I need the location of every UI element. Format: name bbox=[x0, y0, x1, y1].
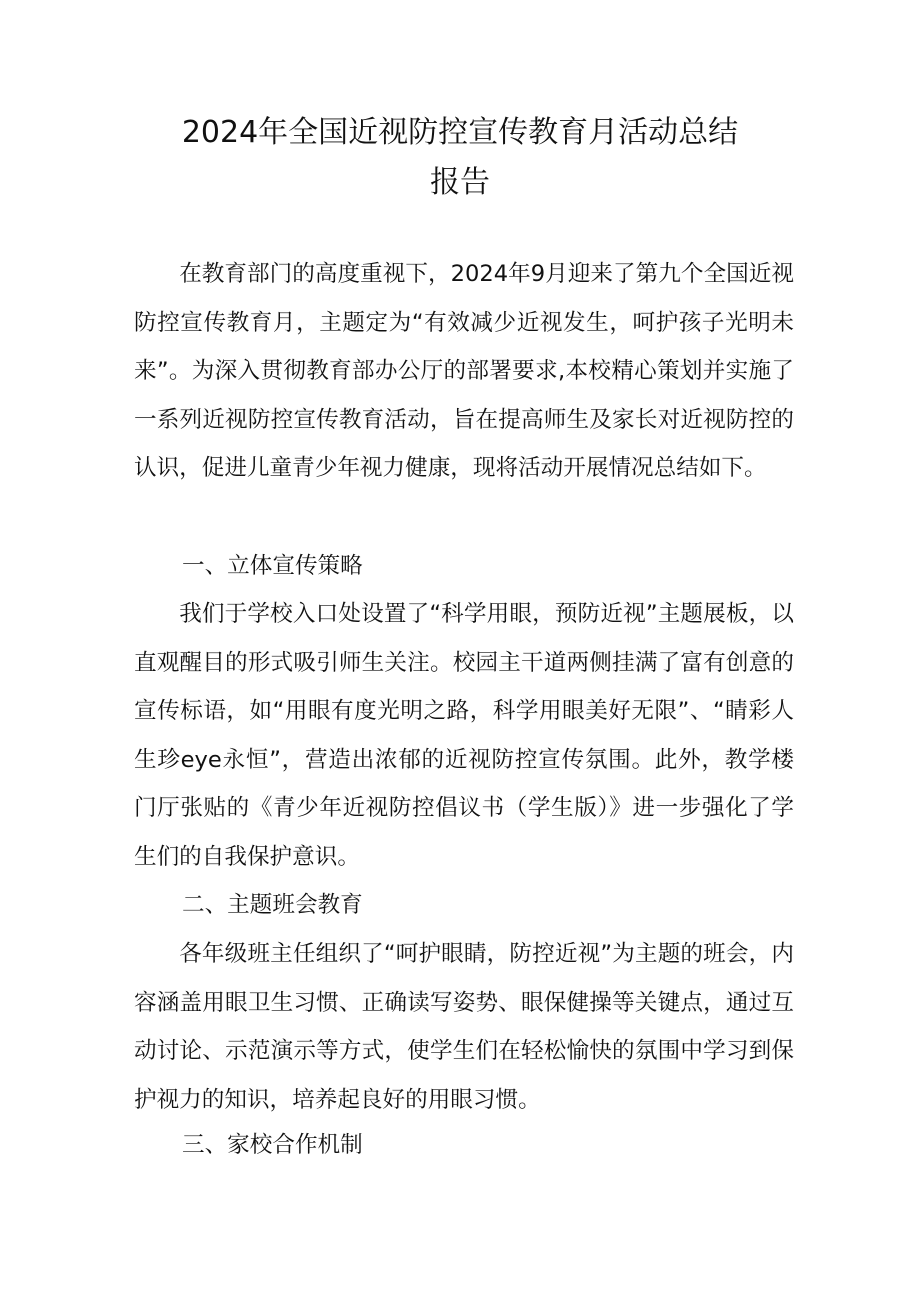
section-heading-class-meeting: 二、主题班会教育 bbox=[182, 892, 363, 918]
section-heading-home-school: 三、家校合作机制 bbox=[182, 1132, 363, 1158]
publicity-paragraph: 我们于学校入口处设置了“科学用眼，预防近视”主题展板，以直观醒目的形式吸引师生关注。校园主干道两侧挂满了富有创意的宣传标语，如“用眼有度光明之路，科学用眼美好无限”、“睛彩人生珍eye永恒”，营造出浓郁的近视防控宣传氛围。此外，教学楼门厅张贴的《青少年近视防控倡议书（学生版）》进一步强化了学生们的自我保护意识。 bbox=[134, 601, 794, 870]
title-line-1: 2024年全国近视防控宣传教育月活动总结 bbox=[181, 115, 739, 150]
intro-paragraph: 在教育部门的高度重视下，2024年9月迎来了第九个全国近视防控宣传教育月，主题定为“有效减少近视发生，呵护孩子光明未来”。为深入贯彻教育部办公厅的部署要求,本校精心策划并实施了一系列近视防控宣传教育活动，旨在提高师生及家长对近视防控的认识，促进儿童青少年视力健康，现将活动开展情况总结如下。 bbox=[134, 261, 794, 481]
document-title bbox=[120, 108, 800, 208]
section-heading-publicity: 一、立体宣传策略 bbox=[182, 553, 363, 579]
class-meeting-paragraph: 各年级班主任组织了“呵护眼睛，防控近视”为主题的班会，内容涵盖用眼卫生习惯、正确读写姿势、眼保健操等关键点，通过互动讨论、示范演示等方式，使学生们在轻松愉快的氛围中学习到保护视力的知识，培养起良好的用眼习惯。 bbox=[134, 941, 794, 1113]
title-line-2: 报告 bbox=[430, 165, 490, 200]
